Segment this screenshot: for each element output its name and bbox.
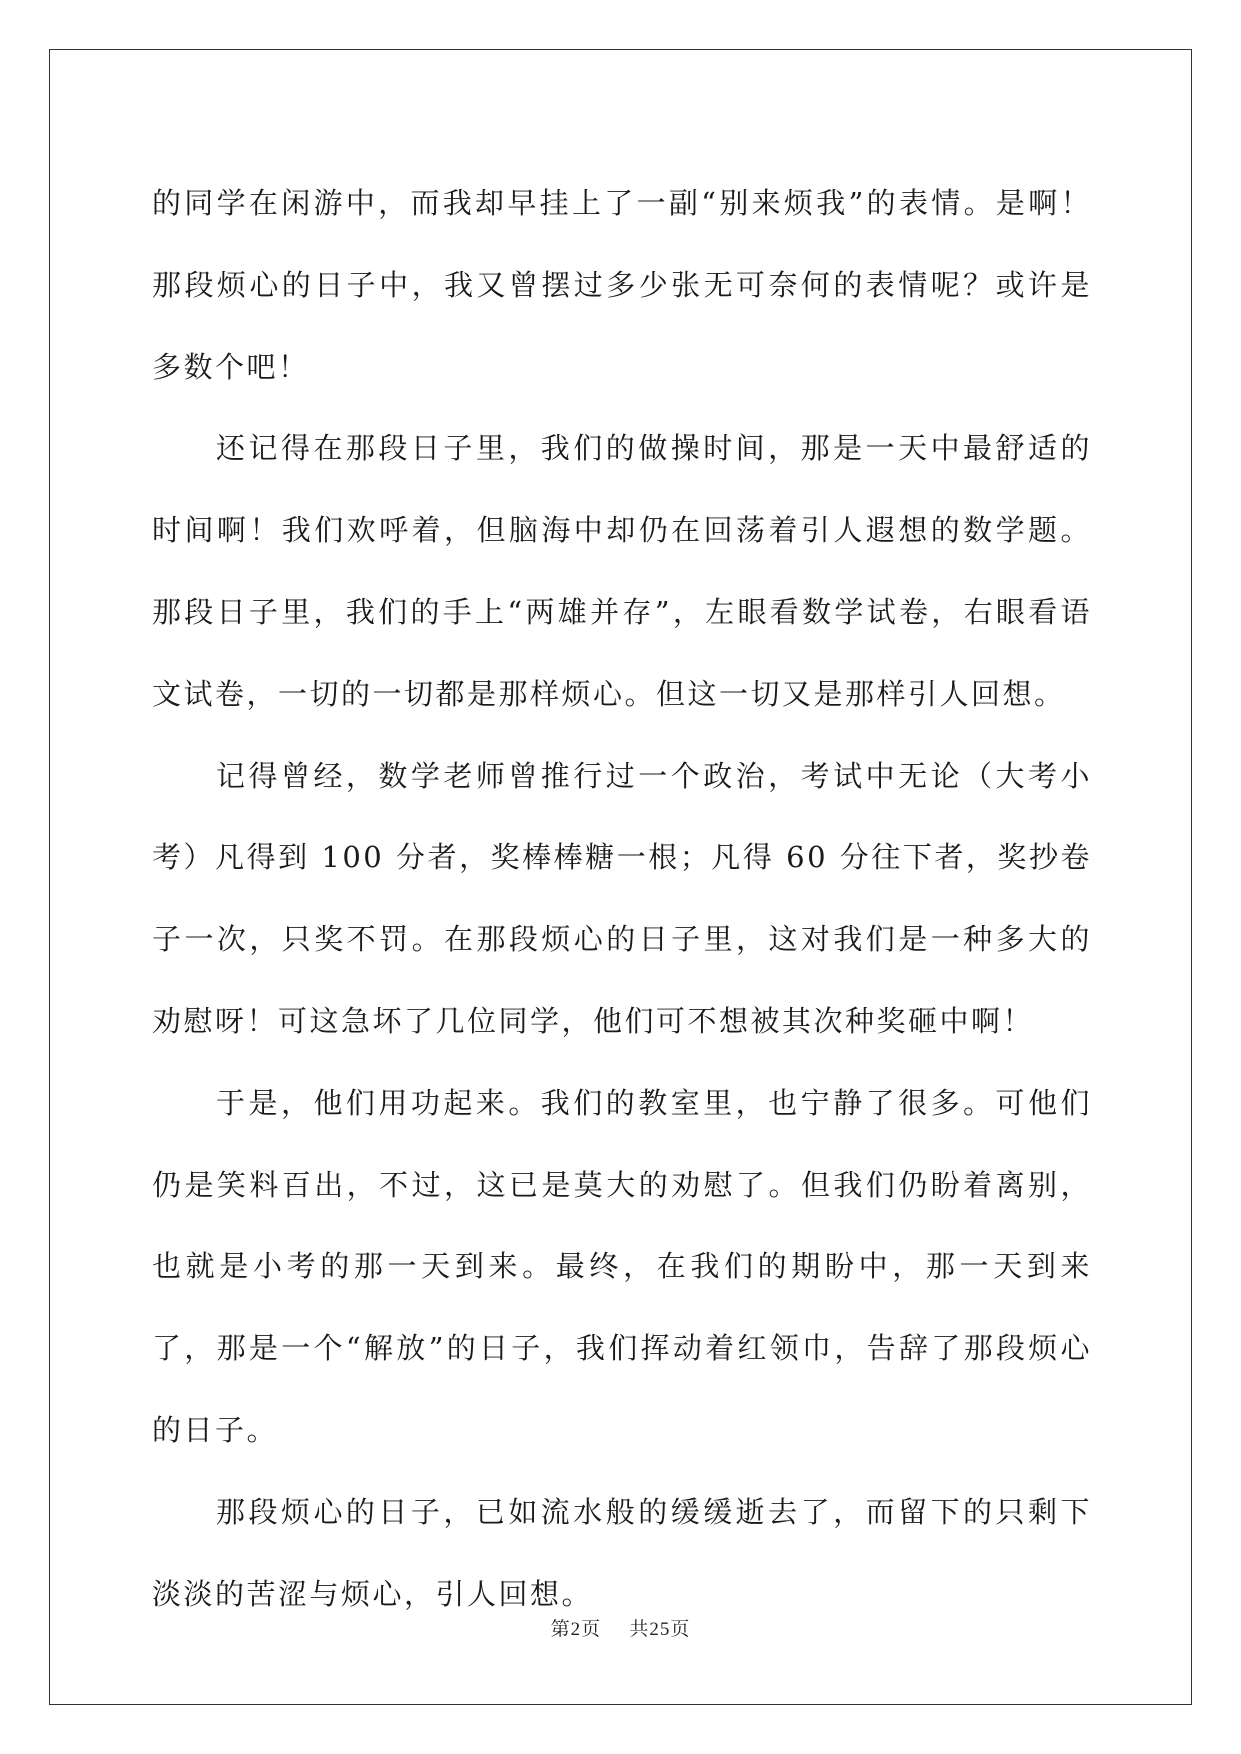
paragraph-3: 记得曾经，数学老师曾推行过一个政治，考试中无论（大考小考）凡得到 100 分者，奖棒棒糖一根；凡得 60 分往下者，奖抄卷子一次，只奖不罚。在那段烦心的日子里，这对我们是一种多大的劝慰呀！可这急坏了几位同学，他们可不想被其次种奖砸中啊！ bbox=[152, 758, 1092, 1038]
paragraph-2: 还记得在那段日子里，我们的做操时间，那是一天中最舒适的时间啊！我们欢呼着，但脑海中却仍在回荡着引人遐想的数学题。那段日子里，我们的手上“两雄并存”，左眼看数学试卷，右眼看语文试卷，一切的一切都是那样烦心。但这一切又是那样引人回想。 bbox=[152, 431, 1092, 711]
paragraph-1: 的同学在闲游中，而我却早挂上了一副“别来烦我”的表情。是啊！那段烦心的日子中，我又曾摆过多少张无可奈何的表情呢？或许是多数个吧！ bbox=[152, 186, 1092, 384]
document-body bbox=[152, 163, 1092, 1635]
paragraph-5: 那段烦心的日子，已如流水般的缓缓逝去了，而留下的只剩下淡淡的苦涩与烦心，引人回想。 bbox=[152, 1494, 1092, 1611]
total-pages: 25 bbox=[649, 1619, 671, 1640]
paragraph-4: 于是，他们用功起来。我们的教室里，也宁静了很多。可他们仍是笑料百出，不过，这已是莫大的劝慰了。但我们仍盼着离别，也就是小考的那一天到来。最终，在我们的期盼中，那一天到来了，那是一个“解放”的日子，我们挥动着红领巾，告辞了那段烦心的日子。 bbox=[152, 1085, 1092, 1447]
page-prefix: 第 bbox=[550, 1618, 571, 1640]
total-suffix: 页 bbox=[670, 1618, 691, 1640]
page-footer bbox=[0, 1614, 1241, 1641]
page-number: 2 bbox=[570, 1619, 582, 1640]
page-suffix: 页 bbox=[581, 1618, 602, 1640]
total-prefix: 共 bbox=[629, 1618, 650, 1640]
